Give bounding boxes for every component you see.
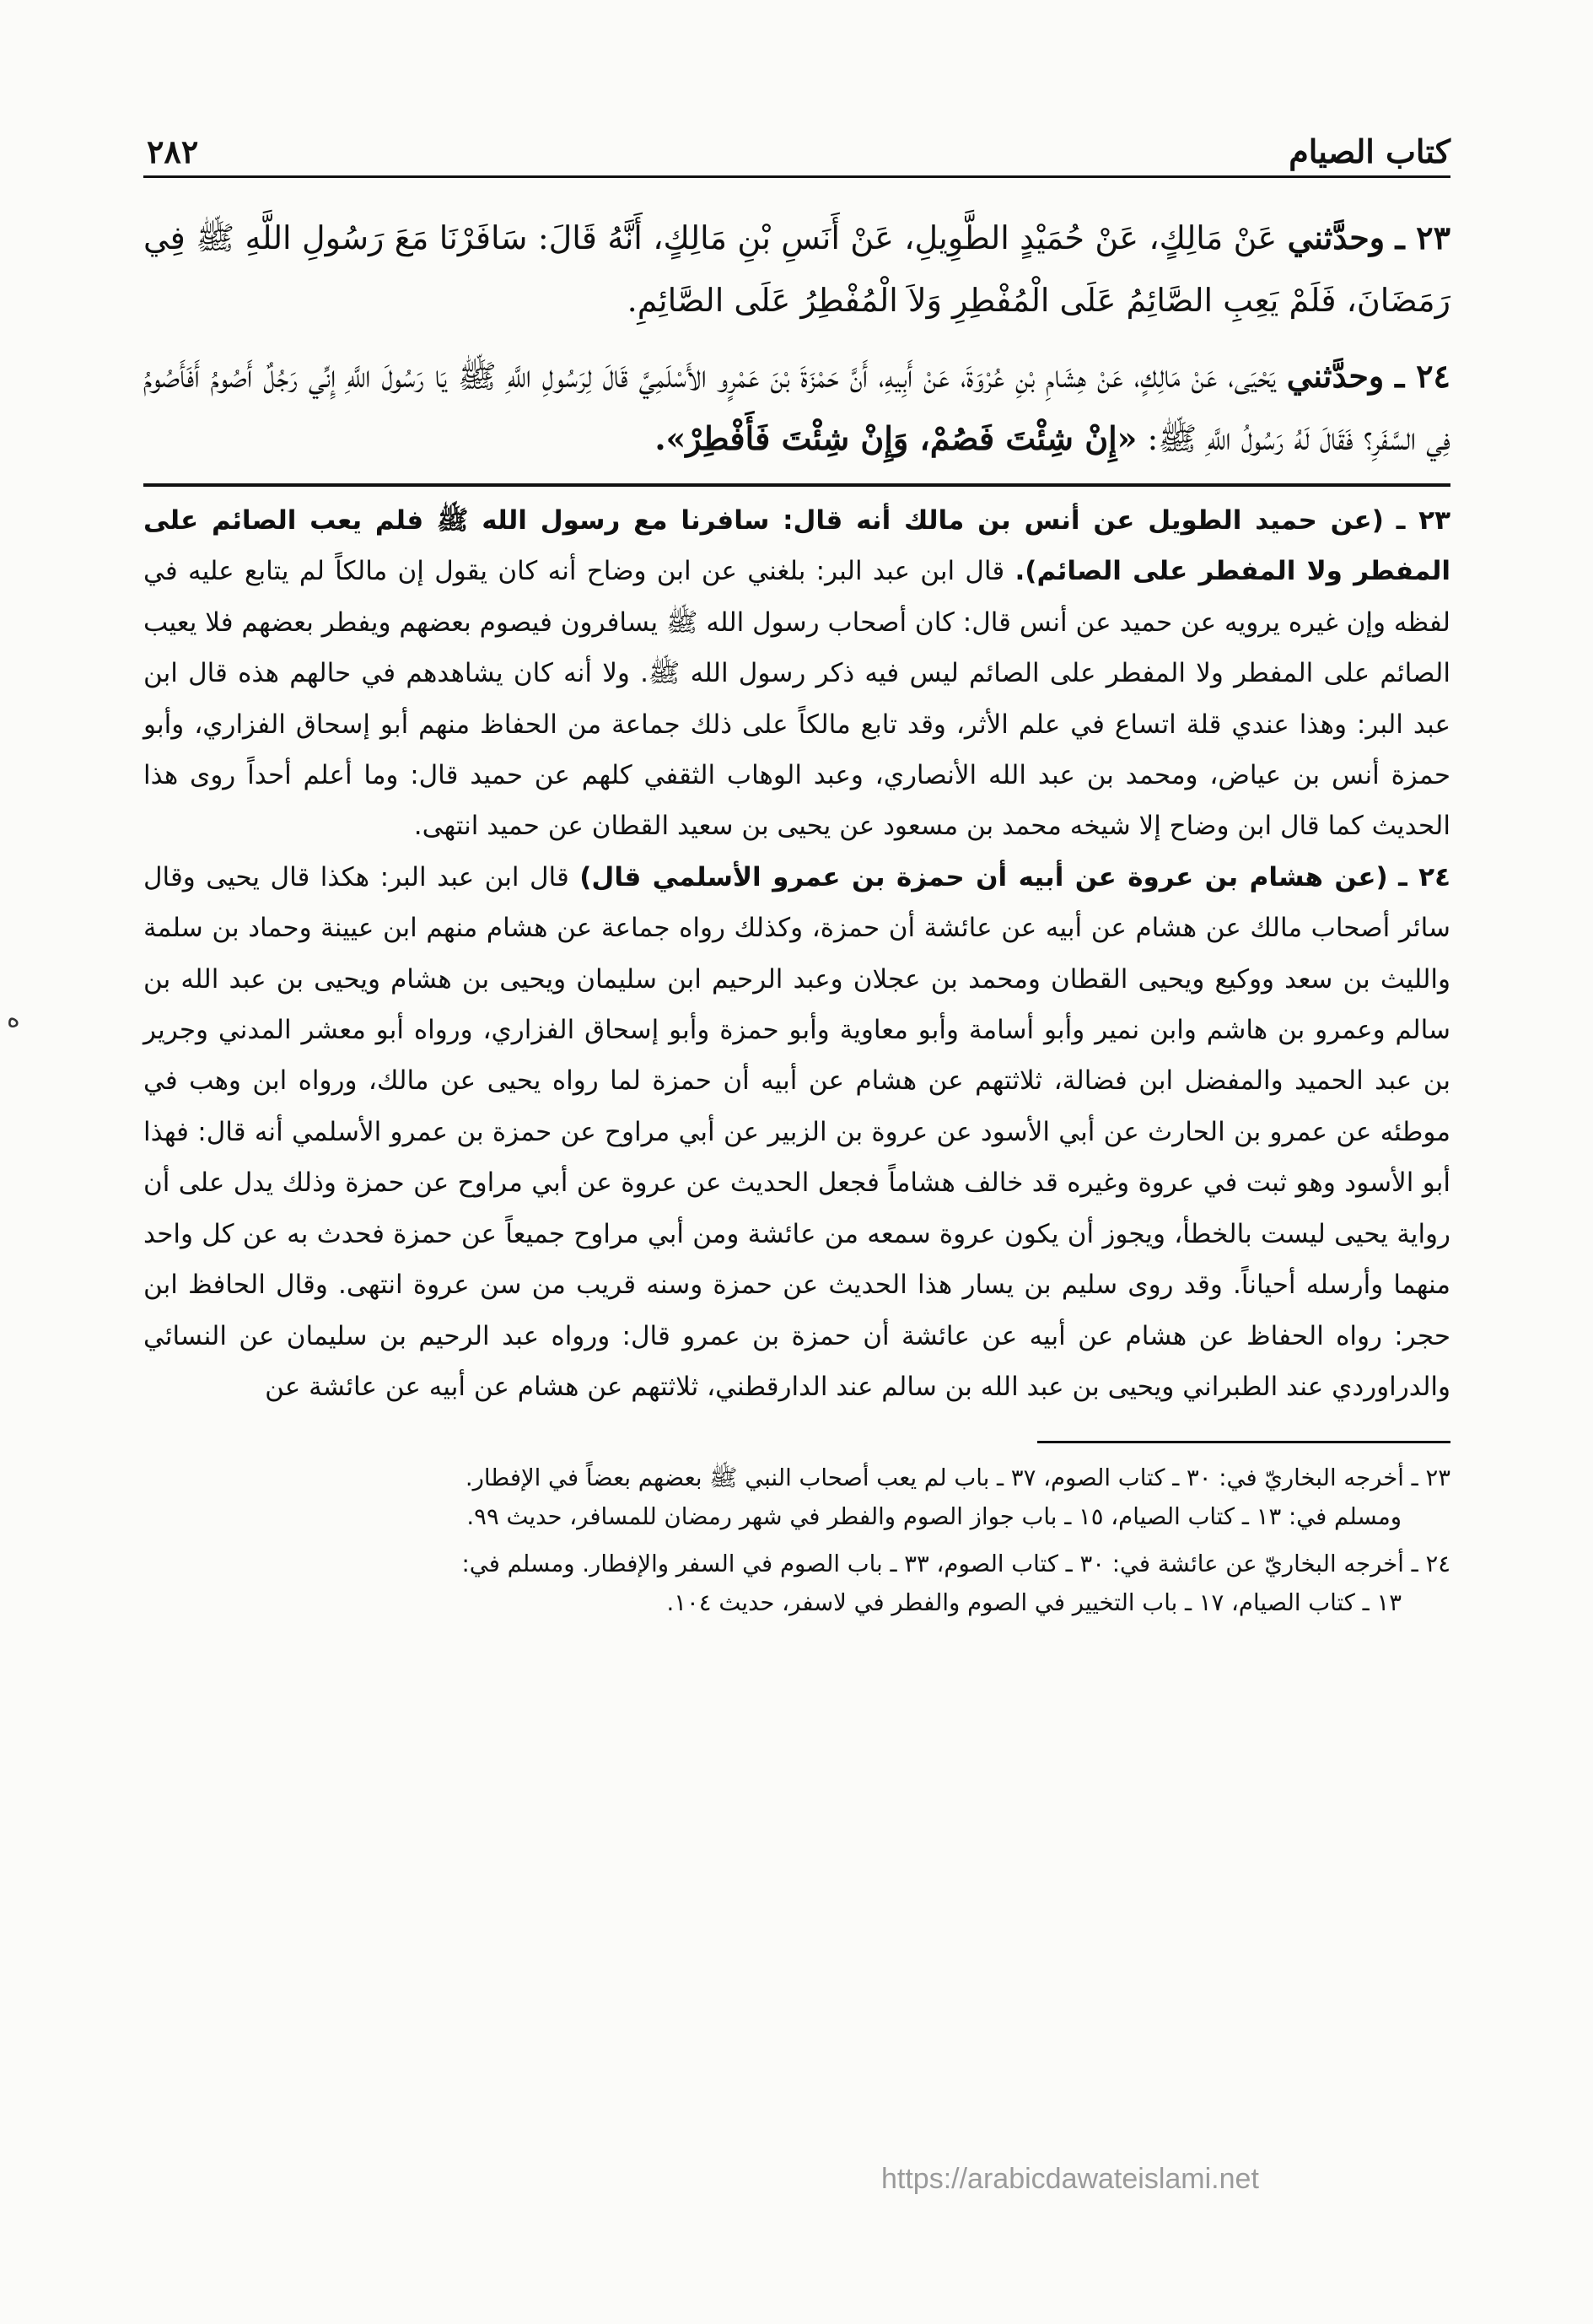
hadith-23	[143, 207, 1450, 332]
footnote-24-line-1: ٢٤ ـ أخرجه البخاريّ عن عائشة في: ٣٠ ـ كتاب الصوم، ٣٣ ـ باب الصوم في السفر والإفطار. ومسلم في:	[461, 1550, 1450, 1578]
commentary-divider	[143, 483, 1450, 487]
footnote-23-line-1: ٢٣ ـ أخرجه البخاريّ في: ٣٠ ـ كتاب الصوم، ٣٧ ـ باب لم يعب أصحاب النبي ﷺ بعضهم بعضاً في الإفطار.	[465, 1464, 1450, 1492]
hadith-number: ٢٤ ـ	[1395, 357, 1450, 395]
hadith-lead: وحدَّثني	[1287, 218, 1386, 256]
commentary-body: قال ابن عبد البر: هكذا قال يحيى وقال سائر أصحاب مالك عن هشام عن أبيه عن عائشة أن حمزة، وكذلك رواه جماعة عن هشام منهم ابن عيينة وحماد بن سلمة والليث بن سعد ووكيع ويحيى القطان ومحمد بن عجلان وعبد الرحيم ابن سليمان ويحيى بن هشام ويحيى بن عبد الله بن سالم وعمرو بن هاشم وابن نمير وأبو أسامة وأبو معاوية وأبو حمزة وأبو إسحاق الفزاري، ورواه أبو معشر المدني وجرير بن عبد الحميد والمفضل ابن فضالة، ثلاثتهم عن هشام عن أبيه أن حمزة لما رواه يحيى عن مالك، ورواه ابن وهب في موطئه عن عمرو بن الحارث عن أبي الأسود عن عروة بن الزبير عن أبي مراوح عن حمزة بن عمرو الأسلمي أنه قال: فهذا أبو الأسود وهو ثبت في عروة وغيره قد خالف هشاماً فجعل الحديث عن عروة عن أبي مراوح عن حمزة وذلك يدل على أن رواية يحيى ليست بالخطأ، ويجوز أن يكون عروة سمعه من عائشة ومن أبي مراوح جميعاً عن حمزة فحدث به عن كل واحد منهما وأرسله أحياناً. وقد روى سليم بن يسار هذا الحديث عن حمزة وسنه قريب من سن عروة انتهى. وقال الحافظ ابن حجر: رواه الحفاظ عن هشام عن أبيه عن عائشة أن حمزة بن عمرو قال: ورواه عبد الرحيم بن سليمان عن النسائي والدراوردي عند الطبراني ويحيى بن عبد الله بن سالم عند الدارقطني، ثلاثتهم عن هشام عن أبيه عن عائشة عن	[143, 861, 1450, 1402]
commentary-number: ٢٤ ـ	[1398, 861, 1451, 892]
hadith-quote: «إِنْ شِئْتَ فَصُمْ، وَإِنْ شِئْتَ فَأَفْطِرْ».	[654, 419, 1138, 457]
hadith-lead: وحدَّثني	[1286, 357, 1385, 395]
footnote-23-line-2: ومسلم في: ١٣ ـ كتاب الصيام، ١٥ ـ باب جواز الصوم والفطر في شهر رمضان للمسافر، حديث ٩٩.	[466, 1503, 1402, 1531]
footnote-rule	[1037, 1441, 1450, 1443]
hadith-body: يَحْيَى، عَنْ مَالِكٍ، عَنْ هِشَامِ بْنِ عُرْوَةَ، عَنْ أَبِيهِ، أَنَّ حَمْزَةَ بْنَ عَمْرٍو الأَسْلَمِيَّ قَالَ لِرَسُولِ اللَّهِ ﷺ يَا رَسُولَ اللَّهِ إِنِّي رَجُلٌ أَصُومُ أَفَأَصُومُ فِي السَّفَرِ؟ فَقَالَ لَهُ رَسُولُ اللَّهِ ﷺ:	[143, 358, 1450, 457]
hadith-body: عَنْ مَالِكٍ، عَنْ حُمَيْدٍ الطَّوِيلِ، عَنْ أَنَسِ بْنِ مَالِكٍ، أَنَّهُ قَالَ: سَافَرْنَا مَعَ رَسُولِ اللَّهِ ﷺ فِي رَمَضَانَ، فَلَمْ يَعِبِ الصَّائِمُ عَلَى الْمُفْطِرِ وَلاَ الْمُفْطِرُ عَلَى الصَّائِمِ.	[143, 219, 1450, 319]
commentary-24	[143, 852, 1450, 1412]
page-number: ٢٨٢	[147, 132, 199, 170]
commentary-section	[143, 495, 1450, 1412]
footnote-24-line-2: ١٣ ـ كتاب الصيام، ١٧ ـ باب التخيير في الصوم والفطر في لاسفر، حديث ١٠٤.	[666, 1589, 1402, 1617]
hadith-24	[143, 345, 1450, 470]
footnotes-section	[143, 1459, 1450, 1622]
commentary-heading: (عن حميد الطويل عن أنس بن مالك أنه قال: سافرنا مع رسول الله ﷺ فلم يعب الصائم على المفطر ولا المفطر على الصائم).	[143, 505, 1450, 587]
commentary-23	[143, 495, 1450, 852]
hadith-text-section	[143, 207, 1450, 470]
page-header	[143, 118, 1450, 170]
commentary-number: ٢٣ ـ	[1396, 505, 1451, 536]
hadith-number: ٢٣ ـ	[1395, 218, 1450, 256]
header-rule	[143, 175, 1450, 178]
watermark-url: https://arabicdawateislami.net	[881, 2163, 1259, 2195]
commentary-heading: (عن هشام بن عروة عن أبيه أن حمزة بن عمرو الأسلمي قال)	[579, 861, 1388, 892]
commentary-body: قال ابن عبد البر: بلغني عن ابن وضاح أنه كان يقول إن مالكاً لم يتابع عليه في لفظه وإن غيره يرويه عن حميد عن أنس قال: كان أصحاب رسول الله ﷺ يسافرون فيصوم بعضهم ويفطر بعضهم فلا يعيب الصائم على المفطر ولا المفطر على الصائم ليس فيه ذكر رسول الله ﷺ. ولا أنه كان يشاهدهم في حالهم هذه قال ابن عبد البر: وهذا عندي قلة اتساع في علم الأثر، وقد تابع مالكاً على ذلك جماعة من الحفاظ منهم أبو إسحاق الفزاري، وأبو حمزة أنس بن عياض، ومحمد بن عبد الله الأنصاري، وعبد الوهاب الثقفي كلهم عن حميد قال: وما أعلم أحداً روى هذا الحديث كما قال ابن وضاح إلا شيخه محمد بن مسعود عن يحيى بن سعيد القطان عن حميد انتهى.	[143, 556, 1450, 842]
book-title: كتاب الصيام	[1289, 132, 1450, 170]
margin-mark: ﻩ	[7, 1004, 20, 1033]
book-page	[143, 118, 1450, 1622]
